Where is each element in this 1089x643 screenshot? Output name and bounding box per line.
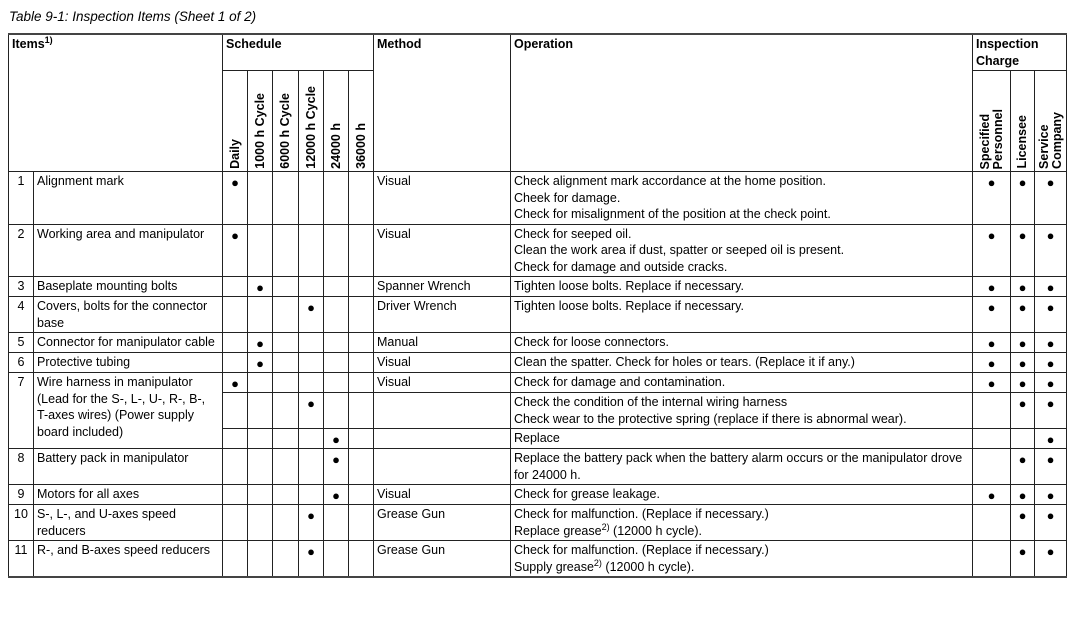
- item-number: 6: [9, 353, 34, 373]
- method-cell: [374, 449, 511, 485]
- schedule-col-3: [299, 71, 324, 172]
- schedule-mark-1: [248, 505, 273, 541]
- schedule-mark-3: ●: [299, 297, 324, 333]
- schedule-mark-3: [299, 277, 324, 297]
- schedule-mark-2: [273, 393, 299, 429]
- schedule-mark-2: [273, 297, 299, 333]
- table-row: [9, 172, 1067, 225]
- schedule-mark-0: [223, 541, 248, 578]
- schedule-mark-1: [248, 541, 273, 578]
- schedule-mark-5: [349, 541, 374, 578]
- schedule-col-0-label: Daily: [227, 139, 242, 169]
- operation-line: Check for loose connectors.: [514, 335, 669, 349]
- charge-mark-0: ●: [973, 353, 1011, 373]
- table-row: [9, 485, 1067, 505]
- charge-mark-1: ●: [1011, 373, 1035, 393]
- operation-line: Check for misalignment of the position at the check point.: [514, 207, 831, 221]
- charge-mark-1: ●: [1011, 485, 1035, 505]
- schedule-mark-0: [223, 277, 248, 297]
- operation-cell: [511, 333, 973, 353]
- schedule-col-0: [223, 71, 248, 172]
- schedule-mark-5: [349, 172, 374, 225]
- schedule-mark-2: [273, 277, 299, 297]
- table-row: [9, 353, 1067, 373]
- schedule-mark-1: [248, 373, 273, 393]
- schedule-mark-4: [324, 393, 349, 429]
- operation-line: Check for malfunction. (Replace if necessary.): [514, 543, 769, 557]
- schedule-mark-4: [324, 297, 349, 333]
- charge-col-1: [1011, 71, 1035, 172]
- operation-cell: [511, 277, 973, 297]
- schedule-mark-0: [223, 297, 248, 333]
- operation-line: Replace: [514, 431, 560, 445]
- schedule-mark-4: [324, 333, 349, 353]
- operation-line: Check alignment mark accordance at the home position.: [514, 174, 826, 188]
- charge-mark-2: ●: [1035, 224, 1067, 277]
- operation-line: Check for damage and contamination.: [514, 375, 726, 389]
- table-row: [9, 373, 1067, 393]
- schedule-mark-4: [324, 505, 349, 541]
- schedule-mark-5: [349, 297, 374, 333]
- schedule-mark-0: [223, 353, 248, 373]
- charge-col-2: [1035, 71, 1067, 172]
- schedule-mark-5: [349, 373, 374, 393]
- item-name: Wire harness in manipulator (Lead for the S-, L-, U-, R-, B-, T-axes wires) (Power supply board included): [34, 373, 223, 449]
- charge-mark-2: ●: [1035, 277, 1067, 297]
- charge-mark-0: [973, 541, 1011, 578]
- schedule-mark-1: ●: [248, 353, 273, 373]
- charge-mark-0: ●: [973, 224, 1011, 277]
- item-number: 1: [9, 172, 34, 225]
- table-row: [9, 333, 1067, 353]
- method-cell: Visual: [374, 172, 511, 225]
- charge-mark-0: ●: [973, 485, 1011, 505]
- item-number: 5: [9, 333, 34, 353]
- schedule-mark-4: [324, 541, 349, 578]
- operation-line: Check for grease leakage.: [514, 487, 660, 501]
- operation-line: Check the condition of the internal wiring harness: [514, 395, 788, 409]
- table-row: [9, 449, 1067, 485]
- charge-mark-0: [973, 393, 1011, 429]
- item-number: 7: [9, 373, 34, 449]
- header-method: Method: [374, 34, 511, 172]
- charge-mark-0: ●: [973, 172, 1011, 225]
- item-name: Covers, bolts for the connector base: [34, 297, 223, 333]
- schedule-mark-0: [223, 333, 248, 353]
- charge-mark-1: ●: [1011, 172, 1035, 225]
- schedule-mark-0: [223, 485, 248, 505]
- operation-cell: [511, 373, 973, 393]
- item-number: 3: [9, 277, 34, 297]
- item-name: Motors for all axes: [34, 485, 223, 505]
- schedule-mark-1: [248, 393, 273, 429]
- schedule-mark-5: [349, 449, 374, 485]
- method-cell: Visual: [374, 373, 511, 393]
- schedule-col-3-label: 12000 h Cycle: [303, 86, 318, 169]
- schedule-col-5: [349, 71, 374, 172]
- schedule-mark-2: [273, 224, 299, 277]
- schedule-mark-1: [248, 224, 273, 277]
- schedule-mark-4: [324, 172, 349, 225]
- charge-mark-0: [973, 505, 1011, 541]
- schedule-mark-5: [349, 353, 374, 373]
- schedule-mark-1: [248, 429, 273, 449]
- schedule-mark-0: ●: [223, 373, 248, 393]
- item-name: S-, L-, and U-axes speed reducers: [34, 505, 223, 541]
- operation-cell: [511, 224, 973, 277]
- operation-line: Clean the spatter. Check for holes or tears. (Replace it if any.): [514, 355, 855, 369]
- charge-mark-2: ●: [1035, 333, 1067, 353]
- schedule-mark-0: [223, 449, 248, 485]
- schedule-mark-0: [223, 505, 248, 541]
- operation-cell: [511, 429, 973, 449]
- operation-cell: [511, 505, 973, 541]
- charge-mark-1: ●: [1011, 297, 1035, 333]
- schedule-mark-3: ●: [299, 505, 324, 541]
- schedule-mark-0: [223, 429, 248, 449]
- schedule-mark-5: [349, 277, 374, 297]
- header-inspection-charge: Inspection Charge: [973, 34, 1067, 71]
- charge-mark-1: ●: [1011, 541, 1035, 578]
- schedule-mark-3: [299, 172, 324, 225]
- operation-cell: [511, 297, 973, 333]
- charge-mark-1: [1011, 429, 1035, 449]
- schedule-mark-0: ●: [223, 224, 248, 277]
- operation-cell: [511, 393, 973, 429]
- charge-mark-0: [973, 429, 1011, 449]
- schedule-mark-0: ●: [223, 172, 248, 225]
- header-schedule: Schedule: [223, 34, 374, 71]
- operation-line: Tighten loose bolts. Replace if necessary.: [514, 279, 744, 293]
- table-caption: Table 9-1: Inspection Items (Sheet 1 of 2): [9, 9, 257, 24]
- table-row: [9, 277, 1067, 297]
- schedule-mark-1: [248, 172, 273, 225]
- item-name: Battery pack in manipulator: [34, 449, 223, 485]
- charge-mark-1: ●: [1011, 277, 1035, 297]
- schedule-col-4: [324, 71, 349, 172]
- schedule-mark-2: [273, 333, 299, 353]
- table-row: [9, 297, 1067, 333]
- method-cell: Manual: [374, 333, 511, 353]
- method-cell: Grease Gun: [374, 505, 511, 541]
- schedule-mark-5: [349, 505, 374, 541]
- charge-mark-2: ●: [1035, 172, 1067, 225]
- schedule-col-2-label: 6000 h Cycle: [278, 93, 292, 169]
- charge-col-2-label: Service Company: [1036, 112, 1064, 169]
- schedule-mark-4: ●: [324, 449, 349, 485]
- item-number: 10: [9, 505, 34, 541]
- schedule-mark-3: [299, 224, 324, 277]
- schedule-mark-2: [273, 373, 299, 393]
- charge-mark-1: ●: [1011, 393, 1035, 429]
- charge-mark-2: ●: [1035, 393, 1067, 429]
- item-name: Connector for manipulator cable: [34, 333, 223, 353]
- schedule-col-2: [273, 71, 299, 172]
- schedule-mark-5: [349, 333, 374, 353]
- item-name: R-, and B-axes speed reducers: [34, 541, 223, 578]
- schedule-mark-3: [299, 485, 324, 505]
- schedule-mark-3: [299, 429, 324, 449]
- item-name: Working area and manipulator: [34, 224, 223, 277]
- schedule-col-4-label: 24000 h: [328, 123, 343, 169]
- charge-mark-1: ●: [1011, 224, 1035, 277]
- schedule-mark-1: [248, 297, 273, 333]
- method-cell: Driver Wrench: [374, 297, 511, 333]
- charge-mark-2: ●: [1035, 541, 1067, 578]
- charge-mark-0: [973, 449, 1011, 485]
- schedule-col-5-label: 36000 h: [353, 123, 368, 169]
- operation-cell: [511, 449, 973, 485]
- charge-mark-0: ●: [973, 373, 1011, 393]
- schedule-mark-3: [299, 373, 324, 393]
- operation-cell: [511, 541, 973, 578]
- method-cell: Visual: [374, 485, 511, 505]
- schedule-mark-4: [324, 353, 349, 373]
- schedule-mark-2: [273, 485, 299, 505]
- charge-mark-1: ●: [1011, 449, 1035, 485]
- operation-line: Replace the battery pack when the battery alarm occurs or the manipulator drove for 24000 h.: [514, 451, 963, 482]
- schedule-mark-4: ●: [324, 485, 349, 505]
- item-number: 9: [9, 485, 34, 505]
- schedule-mark-5: [349, 224, 374, 277]
- charge-mark-2: ●: [1035, 485, 1067, 505]
- table-row: [9, 224, 1067, 277]
- item-number: 11: [9, 541, 34, 578]
- charge-mark-1: ●: [1011, 505, 1035, 541]
- schedule-mark-0: [223, 393, 248, 429]
- item-name: Alignment mark: [34, 172, 223, 225]
- operation-line: Check for seeped oil.: [514, 226, 632, 241]
- schedule-mark-2: [273, 429, 299, 449]
- header-items: Items$^{1)}$: [9, 34, 223, 172]
- charge-mark-2: ●: [1035, 373, 1067, 393]
- schedule-mark-2: [273, 449, 299, 485]
- schedule-mark-3: ●: [299, 541, 324, 578]
- method-cell: Visual: [374, 224, 511, 277]
- charge-mark-0: ●: [973, 277, 1011, 297]
- schedule-mark-1: [248, 485, 273, 505]
- schedule-mark-2: [273, 353, 299, 373]
- schedule-mark-4: ●: [324, 429, 349, 449]
- operation-cell: [511, 353, 973, 373]
- table-row: [9, 541, 1067, 578]
- schedule-mark-4: [324, 373, 349, 393]
- charge-col-0-label: Specified Personnel: [977, 108, 1005, 169]
- charge-mark-0: ●: [973, 297, 1011, 333]
- item-number: 8: [9, 449, 34, 485]
- operation-line: Check wear to the protective spring (replace if there is abnormal wear).: [514, 411, 907, 426]
- method-cell: Grease Gun: [374, 541, 511, 578]
- charge-mark-1: ●: [1011, 353, 1035, 373]
- operation-line: Replace grease$^{2)}$ (12000 h cycle).: [514, 521, 702, 538]
- operation-line: Clean the work area if dust, spatter or seeped oil is present.: [514, 243, 845, 257]
- operation-line: Tighten loose bolts. Replace if necessary.: [514, 299, 744, 313]
- schedule-col-1: [248, 71, 273, 172]
- method-cell: Spanner Wrench: [374, 277, 511, 297]
- charge-mark-2: ●: [1035, 353, 1067, 373]
- method-cell: Visual: [374, 353, 511, 373]
- schedule-mark-3: [299, 353, 324, 373]
- item-name: Baseplate mounting bolts: [34, 277, 223, 297]
- schedule-mark-3: [299, 333, 324, 353]
- item-number: 4: [9, 297, 34, 333]
- operation-line: Cheek for damage.: [514, 190, 621, 205]
- header-operation: Operation: [511, 34, 973, 172]
- charge-mark-2: ●: [1035, 449, 1067, 485]
- operation-line: Check for damage and outside cracks.: [514, 259, 728, 274]
- schedule-mark-1: ●: [248, 277, 273, 297]
- inspection-items-table: [8, 33, 1067, 578]
- operation-line: Check for malfunction. (Replace if necessary.): [514, 507, 769, 521]
- charge-mark-2: ●: [1035, 297, 1067, 333]
- schedule-mark-1: [248, 449, 273, 485]
- schedule-mark-2: [273, 541, 299, 578]
- schedule-mark-3: [299, 449, 324, 485]
- charge-mark-2: ●: [1035, 505, 1067, 541]
- table-row: [9, 505, 1067, 541]
- charge-mark-1: ●: [1011, 333, 1035, 353]
- charge-mark-0: ●: [973, 333, 1011, 353]
- schedule-mark-2: [273, 505, 299, 541]
- method-cell: [374, 429, 511, 449]
- schedule-col-1-label: 1000 h Cycle: [252, 93, 267, 169]
- item-name: Protective tubing: [34, 353, 223, 373]
- item-number: 2: [9, 224, 34, 277]
- operation-cell: [511, 172, 973, 225]
- schedule-mark-5: [349, 429, 374, 449]
- schedule-mark-3: ●: [299, 393, 324, 429]
- charge-mark-2: ●: [1035, 429, 1067, 449]
- schedule-mark-4: [324, 277, 349, 297]
- method-cell: [374, 393, 511, 429]
- operation-line: Supply grease$^{2)}$ (12000 h cycle).: [514, 557, 695, 574]
- schedule-mark-5: [349, 485, 374, 505]
- schedule-mark-2: [273, 172, 299, 225]
- schedule-mark-1: ●: [248, 333, 273, 353]
- schedule-mark-5: [349, 393, 374, 429]
- schedule-mark-4: [324, 224, 349, 277]
- charge-col-0: [973, 71, 1011, 172]
- operation-cell: [511, 485, 973, 505]
- charge-col-1-label: Licensee: [1015, 115, 1029, 169]
